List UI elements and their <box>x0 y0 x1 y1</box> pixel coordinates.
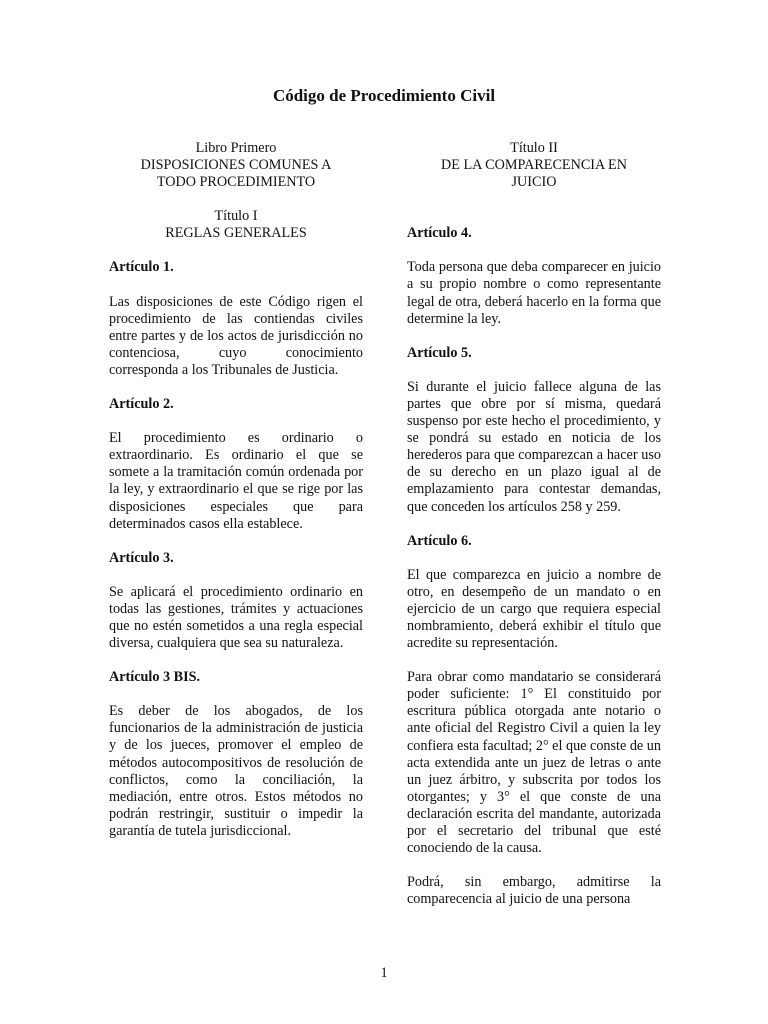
article-6-text-2: Para obrar como mandatario se considerará poder suficiente: 1° El constituido por escritura pública otorgada ante notario o ante oficial del Registro Civil a quien la ley confiera esta facultad; 2° el que conste de un acta extendida ante un juez de letras o ante un juez árbitro, y subscrita por todos los otorgantes; y 3° el que conste de una declaración escrita del mandante, autorizada por el secretario del tribunal que esté conociendo de la causa. <box>407 669 661 857</box>
book-title-line1: DISPOSICIONES COMUNES A <box>140 157 332 174</box>
article-2-heading: Artículo 2. <box>109 396 174 413</box>
title-label: Título II <box>510 140 558 156</box>
book-header <box>109 140 363 191</box>
book-title-line2: TODO PROCEDIMIENTO <box>156 174 316 191</box>
article-3-text: Se aplicará el procedimiento ordinario en todas las gestiones, trámites y actuaciones que no estén sometidos a una regla especial diversa, cualquiera que sea su naturaleza. <box>109 583 363 652</box>
title-header-2 <box>407 140 661 191</box>
document-title: Código de Procedimiento Civil <box>272 86 496 105</box>
article-5-text: Si durante el juicio fallece alguna de las partes que obre por sí misma, quedará suspenso por este hecho el procedimiento, y se pondrá su estado en noticia de los herederos para que comparezcan a hacer uso de su derecho en un plazo igual al de emplazamiento para contestar demandas, que conceden los artículos 258 y 259. <box>407 378 661 515</box>
article-3bis-heading: Artículo 3 BIS. <box>109 669 201 686</box>
article-4-heading: Artículo 4. <box>407 225 472 242</box>
article-1-heading: Artículo 1. <box>109 259 174 276</box>
article-6-text-3: Podrá, sin embargo, admitirse la comparecencia al juicio de una persona <box>407 874 661 908</box>
title-name: REGLAS GENERALES <box>165 225 307 242</box>
article-5-heading: Artículo 5. <box>407 344 472 361</box>
article-3-heading: Artículo 3. <box>109 549 174 566</box>
article-1-text: Las disposiciones de este Código rigen el procedimiento de las contiendas civiles entre partes y de los actos de jurisdicción no contenciosa, cuyo conocimiento corresponda a los Tribunales de Justicia. <box>109 293 363 378</box>
article-6-heading: Artículo 6. <box>407 532 472 549</box>
title-header-1 <box>109 208 363 242</box>
title-name-line2: JUICIO <box>511 174 557 191</box>
article-4-text: Toda persona que deba comparecer en juicio a su propio nombre o como representante legal de otra, deberá hacerlo en la forma que determine la ley. <box>407 259 661 327</box>
article-6-text-1: El que comparezca en juicio a nombre de otro, en desempeño de un mandato o en ejercicio de un cargo que requiera especial nombramiento, deberá exhibir el título que acredite su representación. <box>407 566 661 652</box>
left-column <box>109 140 363 840</box>
title-label: Título I <box>214 208 258 225</box>
book-label: Libro Primero <box>195 140 277 156</box>
title-name-line1: DE LA COMPARECENCIA EN <box>441 157 627 174</box>
right-column <box>407 140 661 908</box>
article-3bis-text: Es deber de los abogados, de los funcionarios de la administración de justicia y de los jueces, promover el empleo de métodos autocompositivos de resolución de conflictos, como la conciliación, la mediación, entre otros. Estos métodos no podrán restringir, sustituir o impedir la garantía de tutela jurisdiccional. <box>109 703 363 839</box>
page-number: 1 <box>380 965 388 981</box>
article-2-text: El procedimiento es ordinario o extraordinario. Es ordinario el que se somete a la tramitación común ordenada por la ley, y extraordinario el que se rige por las disposiciones especiales que para determinados casos ella establece. <box>109 430 363 532</box>
